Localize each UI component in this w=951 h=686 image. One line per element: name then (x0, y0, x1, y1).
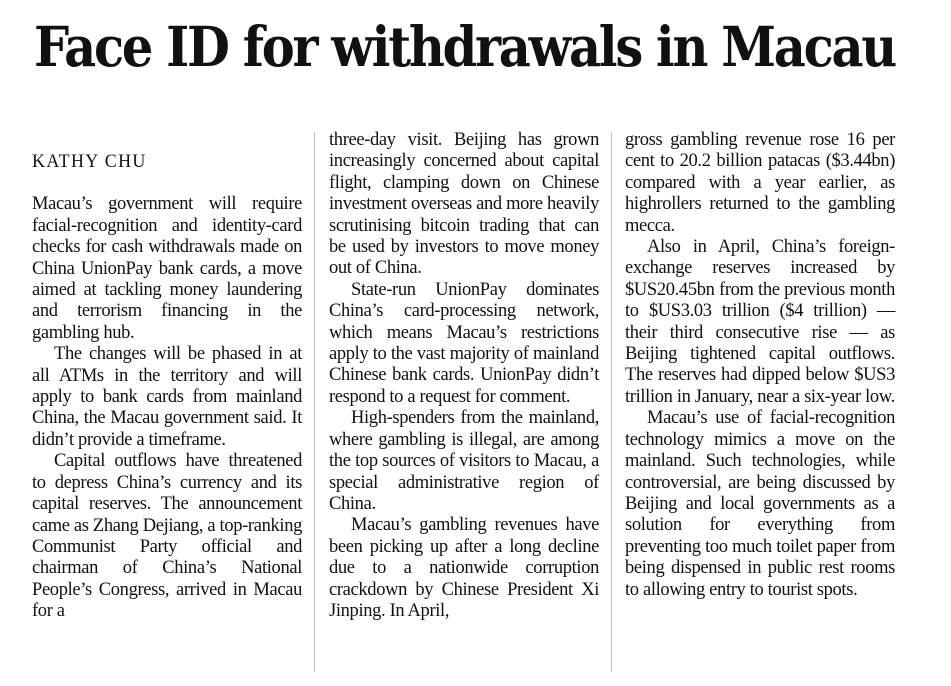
column-divider (611, 132, 612, 672)
article-paragraph: Macau’s gambling revenues have been picking up after a long decline due to a nationwide corruption crackdown by Chinese President Xi Jinping. In April, (329, 515, 599, 621)
article-column-2 (329, 130, 599, 622)
headline: Face ID for withdrawals in Macau (34, 14, 896, 79)
article-paragraph: High-spenders from the mainland, where gambling is illegal, are among the top sources of visitors to Macau, a special administrative region of China. (329, 408, 599, 514)
article-paragraph: gross gambling revenue rose 16 per cent to 20.2 billion patacas ($3.44bn) compared with a year earlier, as highrollers returned to the gambling mecca. (625, 130, 895, 236)
article-paragraph: The changes will be phased in at all ATMs in the territory and will apply to bank cards from mainland China, the Macau government said. It didn’t provide a timeframe. (32, 344, 302, 450)
article-paragraph: Capital outflows have threatened to depress China’s currency and its capital reserves. The announcement came as Zhang Dejiang, a top-ranking Communist Party official and chairman of China’s National People’s Congress, arrived in Macau for a (32, 451, 302, 622)
article-paragraph: Macau’s use of facial-recognition technology mimics a move on the mainland. Such technologies, while controversial, are being discussed by Beijing and local governments as a solution for everything from preventing too much toilet paper from being dispensed in public rest rooms to allowing entry to tourist spots. (625, 408, 895, 600)
column-divider (314, 132, 315, 672)
article-paragraph: State-run UnionPay dominates China’s card-processing network, which means Macau’s restrictions apply to the vast majority of mainland Chinese bank cards. UnionPay didn’t respond to a request for comment. (329, 279, 599, 407)
article-column-1 (32, 130, 302, 623)
byline: KATHY CHU (32, 152, 147, 172)
article-paragraph: Also in April, China’s foreign-exchange reserves increased by $US20.45bn from the previous month to $US3.03 trillion ($4 trillion) — their third consecutive rise — as Beijing tightened capital outflows. The reserves had dipped below $US3 trillion in January, near a six-year low. (625, 237, 895, 407)
article-paragraph: three-day visit. Beijing has grown increasingly concerned about capital flight, clamping down on Chinese investment overseas and more heavily scrutinising bitcoin trading that can be used by investors to move money out of China. (329, 130, 599, 279)
article-column-3 (625, 130, 895, 601)
article-paragraph: Macau’s government will require facial-recognition and identity-card checks for cash withdrawals made on China UnionPay bank cards, a move aimed at tackling money laundering and terrorism financing in the gambling hub. (32, 194, 302, 343)
